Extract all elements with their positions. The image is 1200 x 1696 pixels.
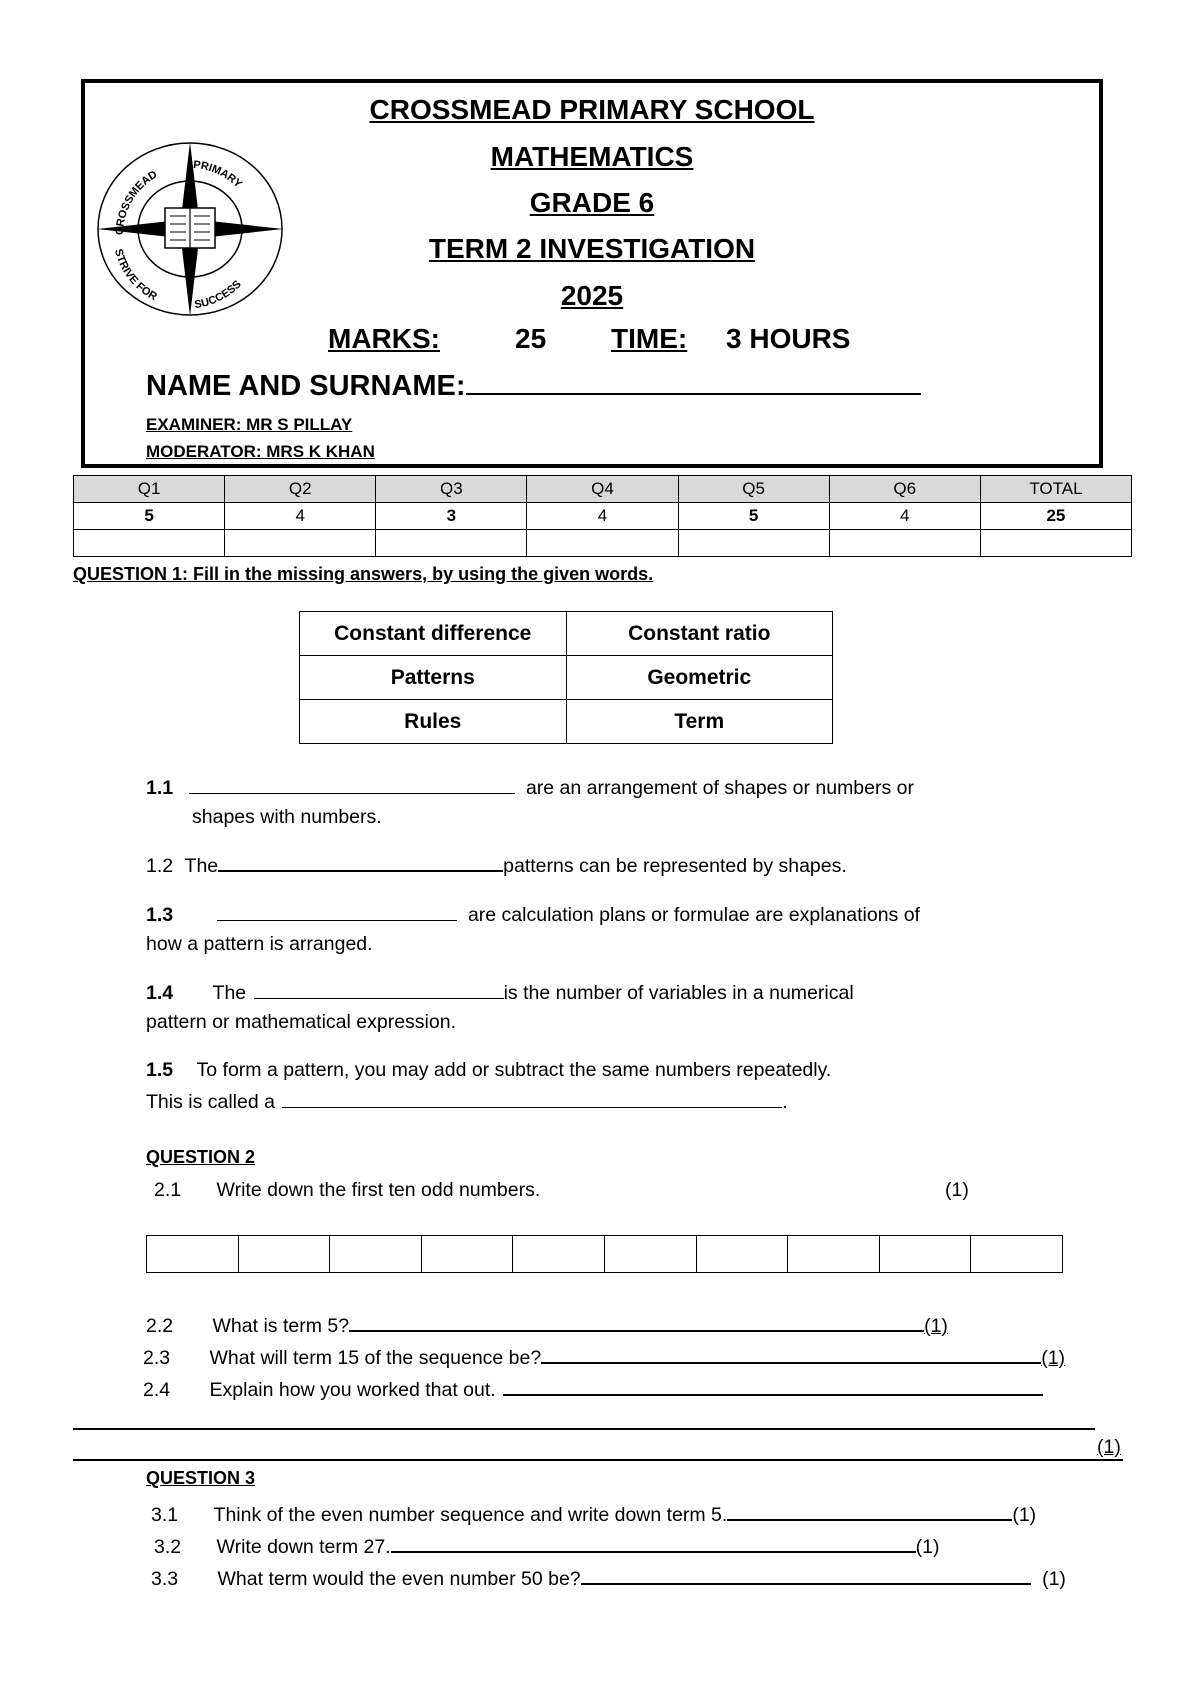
marks-value-q1: 5 — [74, 503, 225, 530]
blank-1-4[interactable] — [254, 980, 504, 999]
blank-3-3[interactable] — [581, 1565, 1031, 1585]
marks-label: MARKS: — [328, 323, 440, 354]
time-label: TIME: — [611, 323, 688, 354]
item-2-2-text: What is term 5? — [212, 1315, 350, 1337]
item-2-4-number: 2.4 — [143, 1379, 171, 1401]
blank-2-4[interactable] — [503, 1376, 1043, 1396]
item-2-1-text: Write down the first ten odd numbers. — [216, 1179, 541, 1201]
question-3-heading: QUESTION 3 — [146, 1468, 256, 1488]
word-bank-table — [299, 611, 833, 744]
odd-cell-5[interactable] — [513, 1236, 605, 1273]
mark-3-3: (1) — [1042, 1568, 1066, 1590]
odd-cell-9[interactable] — [879, 1236, 971, 1273]
mark-3-2: (1) — [915, 1536, 940, 1558]
item-1-5-text-b: This is called a — [146, 1091, 275, 1113]
item-3-2-number: 3.2 — [154, 1536, 182, 1558]
mark-2-3: (1) — [1041, 1347, 1066, 1369]
year: 2025 — [560, 280, 624, 311]
marks-value-q5: 5 — [678, 503, 829, 530]
marks-value-q4: 4 — [527, 503, 678, 530]
name-field[interactable] — [146, 367, 921, 403]
blank-1-5[interactable] — [282, 1089, 782, 1108]
item-2-3-text: What will term 15 of the sequence be? — [209, 1347, 542, 1369]
item-1-4-number: 1.4 — [146, 982, 174, 1004]
name-blank[interactable] — [466, 367, 921, 395]
marks-value-q2: 4 — [225, 503, 376, 530]
blank-2-3[interactable] — [541, 1344, 1041, 1364]
item-1-5-end: . — [782, 1091, 788, 1113]
item-2-1 — [154, 1179, 540, 1202]
item-1-4 — [146, 980, 854, 1005]
score-cell-total[interactable] — [980, 530, 1131, 557]
item-2-3-number: 2.3 — [143, 1347, 171, 1369]
odd-numbers-grid — [146, 1235, 1063, 1273]
mark-3-1: (1) — [1012, 1504, 1037, 1526]
odd-cell-8[interactable] — [788, 1236, 880, 1273]
school-name: CROSSMEAD PRIMARY SCHOOL — [369, 94, 815, 125]
marks-header-q2: Q2 — [225, 476, 376, 503]
item-1-5-continued — [146, 1089, 788, 1114]
item-1-3-continued: how a pattern is arranged. — [146, 933, 373, 955]
blank-2-2[interactable] — [349, 1312, 924, 1332]
item-3-1-text: Think of the even number sequence and write down term 5. — [213, 1504, 728, 1526]
blank-3-2[interactable] — [391, 1533, 916, 1553]
logo-top-text: CROSSMEAD — [113, 168, 160, 236]
moderator: MODERATOR: MRS K KHAN — [146, 442, 375, 461]
item-2-4 — [143, 1376, 1043, 1402]
item-3-2 — [154, 1533, 940, 1559]
blank-3-1[interactable] — [727, 1501, 1012, 1521]
word-constant-difference: Constant difference — [300, 612, 567, 656]
item-2-3 — [143, 1344, 1065, 1370]
marks-header-q3: Q3 — [376, 476, 527, 503]
time-value: 3 HOURS — [726, 323, 851, 354]
item-1-3-text: are calculation plans or formulae are explanations of — [467, 904, 920, 926]
item-1-1 — [146, 775, 914, 800]
item-2-2 — [146, 1312, 948, 1338]
mark-2-2: (1) — [924, 1315, 948, 1337]
item-3-3-number: 3.3 — [151, 1568, 179, 1590]
score-cell-q6[interactable] — [829, 530, 980, 557]
item-3-1-number: 3.1 — [151, 1504, 179, 1526]
answer-line-2-4b[interactable] — [73, 1459, 1123, 1461]
question-1-heading: QUESTION 1: Fill in the missing answers, by using the given words. — [73, 564, 654, 584]
blank-1-3[interactable] — [217, 902, 457, 921]
grade: GRADE 6 — [529, 187, 655, 218]
item-3-1 — [151, 1501, 1036, 1527]
score-cell-q3[interactable] — [376, 530, 527, 557]
item-2-2-number: 2.2 — [146, 1315, 174, 1337]
odd-cell-4[interactable] — [421, 1236, 513, 1273]
marks-header-q5: Q5 — [678, 476, 829, 503]
blank-1-2[interactable] — [218, 852, 503, 872]
item-1-2-number: 1.2 — [146, 855, 174, 877]
odd-cell-7[interactable] — [696, 1236, 788, 1273]
score-cell-q4[interactable] — [527, 530, 678, 557]
item-1-5 — [146, 1059, 831, 1082]
word-constant-ratio: Constant ratio — [566, 612, 833, 656]
word-rules: Rules — [300, 700, 567, 744]
marks-value-q3: 3 — [376, 503, 527, 530]
word-geometric: Geometric — [566, 656, 833, 700]
item-3-3-text: What term would the even number 50 be? — [217, 1568, 581, 1590]
marks-value: 25 — [515, 323, 547, 354]
logo-bottom-right-text: SUCCESS — [193, 278, 244, 312]
item-2-1-number: 2.1 — [154, 1179, 182, 1201]
subject: MATHEMATICS — [490, 141, 694, 172]
item-3-3 — [151, 1565, 1066, 1591]
mark-2-4: (1) — [1097, 1436, 1121, 1458]
logo-bottom-left-text: STRIVE FOR — [112, 247, 159, 304]
item-1-4-text-a: The — [212, 982, 247, 1004]
item-1-5-text: To form a pattern, you may add or subtract the same numbers repeatedly. — [196, 1059, 832, 1081]
score-cell-q2[interactable] — [225, 530, 376, 557]
item-1-3-number: 1.3 — [146, 904, 174, 926]
blank-1-1[interactable] — [189, 775, 515, 794]
item-1-4-text-b: is the number of variables in a numerical — [503, 982, 854, 1004]
task-title: TERM 2 INVESTIGATION — [428, 233, 756, 264]
item-1-2 — [146, 852, 847, 878]
odd-cell-6[interactable] — [604, 1236, 696, 1273]
word-term: Term — [566, 700, 833, 744]
logo-right-text: PRIMARY — [192, 158, 245, 191]
odd-cell-1[interactable] — [147, 1236, 239, 1273]
marks-value-total: 25 — [980, 503, 1131, 530]
score-cell-q1[interactable] — [74, 530, 225, 557]
item-1-2-text-a: The — [184, 855, 219, 877]
marks-header-total: TOTAL — [980, 476, 1131, 503]
marks-value-q6: 4 — [829, 503, 980, 530]
item-1-4-continued: pattern or mathematical expression. — [146, 1011, 456, 1033]
marks-header-q6: Q6 — [829, 476, 980, 503]
score-cell-q5[interactable] — [678, 530, 829, 557]
name-label: NAME AND SURNAME: — [146, 370, 466, 402]
item-3-2-text: Write down term 27. — [216, 1536, 391, 1558]
marks-table — [73, 475, 1132, 557]
item-1-2-text-b: patterns can be represented by shapes. — [503, 855, 847, 877]
mark-2-1: (1) — [945, 1179, 969, 1201]
odd-cell-2[interactable] — [238, 1236, 330, 1273]
marks-header-q1: Q1 — [74, 476, 225, 503]
item-1-1-number: 1.1 — [146, 777, 174, 799]
question-2-heading: QUESTION 2 — [146, 1147, 256, 1167]
odd-cell-10[interactable] — [971, 1236, 1063, 1273]
item-1-1-text: are an arrangement of shapes or numbers or — [525, 777, 915, 799]
odd-cell-3[interactable] — [330, 1236, 422, 1273]
item-1-5-number: 1.5 — [146, 1059, 174, 1081]
item-1-3 — [146, 902, 920, 927]
examiner: EXAMINER: MR S PILLAY — [146, 415, 353, 434]
item-2-4-text: Explain how you worked that out. — [209, 1379, 496, 1401]
marks-header-q4: Q4 — [527, 476, 678, 503]
item-1-1-continued: shapes with numbers. — [192, 806, 382, 828]
word-patterns: Patterns — [300, 656, 567, 700]
answer-line-2-4a[interactable] — [73, 1428, 1095, 1430]
